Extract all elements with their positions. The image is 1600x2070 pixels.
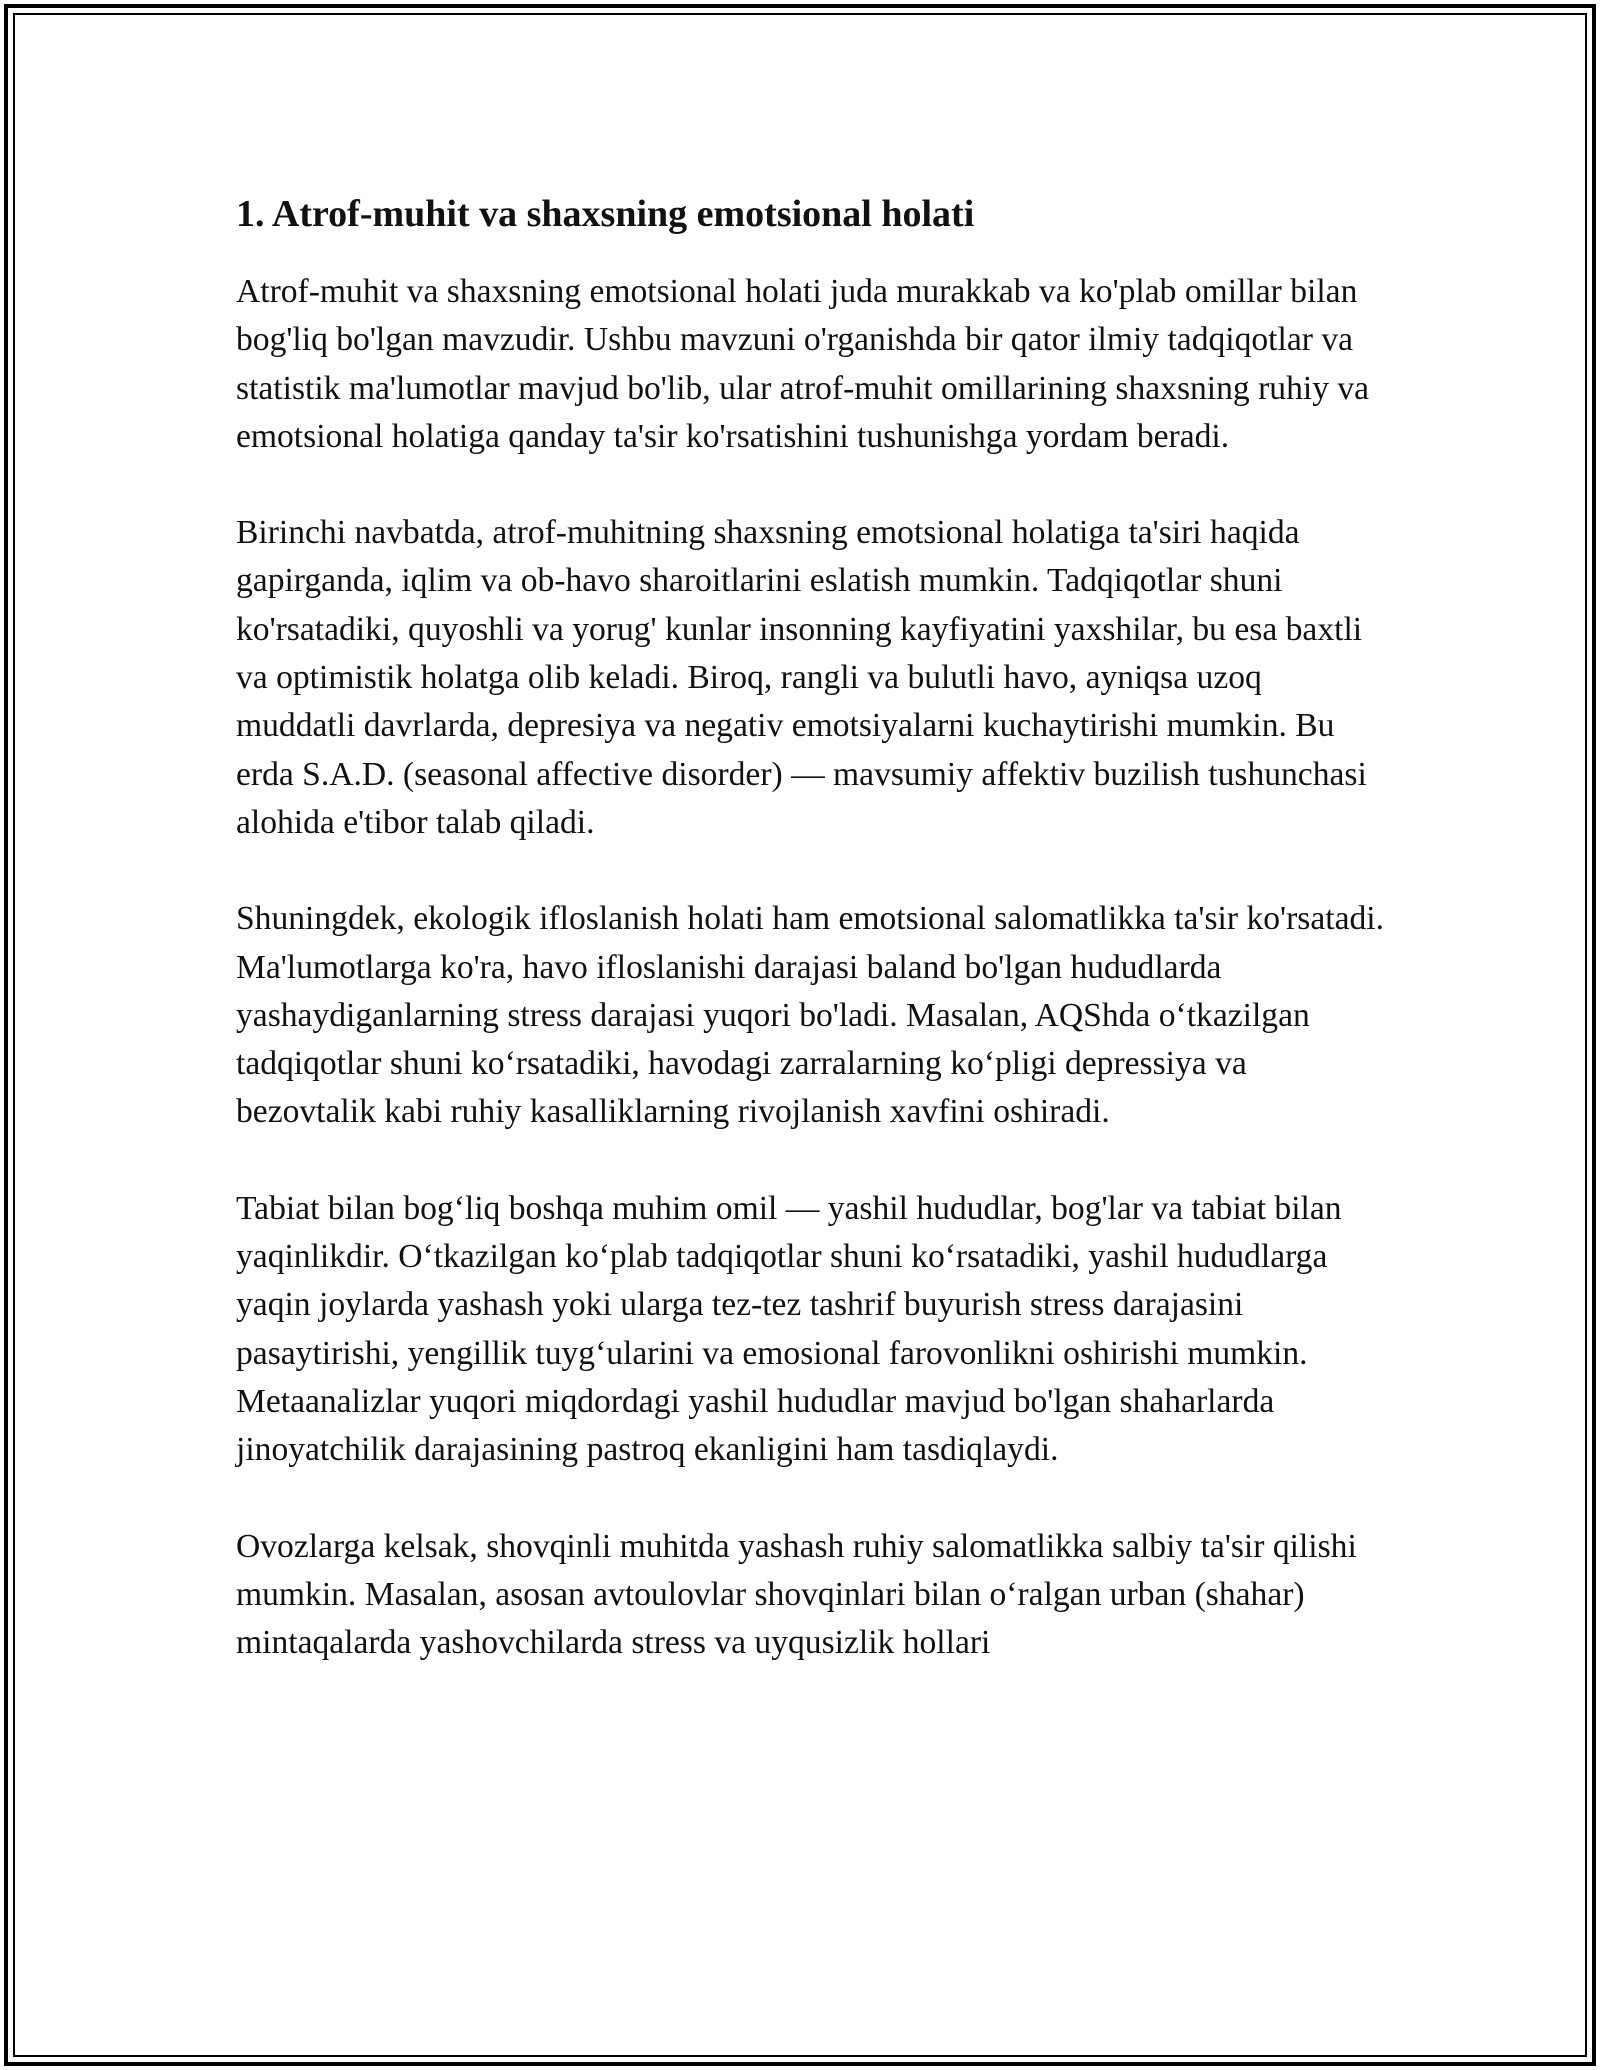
document-body xyxy=(236,188,1386,1715)
section-heading: 1. Atrof-muhit va shaxsning emotsional holati xyxy=(236,193,975,235)
paragraph-pollution: Shuningdek, ekologik ifloslanish holati ham emotsional salomatlikka ta'sir ko'rsatadi. Ma'lumotlarga ko'ra, havo ifloslanishi darajasi baland bo'lgan hududlarda yashaydiganlarning stress darajasi yuqori bo'ladi. Masalan, AQShda o‘tkazilgan tadqiqotlar shuni ko‘rsatadiki, havodagi zarralarning ko‘pligi depressiya va bezovtalik kabi ruhiy kasalliklarning rivojlanish xavfini oshiradi. xyxy=(236,900,1384,1131)
paragraph-intro: Atrof-muhit va shaxsning emotsional holati juda murakkab va ko'plab omillar bilan bog'liq bo'lgan mavzudir. Ushbu mavzuni o'rganishda bir qator ilmiy tadqiqotlar va statistik ma'lumotlar mavjud bo'lib, ular atrof-muhit omillarining shaxsning ruhiy va emotsional holatiga qanday ta'sir ko'rsatishini tushunishga yordam beradi. xyxy=(236,273,1370,455)
paragraph-noise: Ovozlarga kelsak, shovqinli muhitda yashash ruhiy salomatlikka salbiy ta'sir qilishi mumkin. Masalan, asosan avtoulovlar shovqinlari bilan o‘ralgan urban (shahar) mintaqalarda yashovchilarda stress va uyqusizlik hollari xyxy=(236,1527,1357,1662)
paragraph-green-areas: Tabiat bilan bog‘liq boshqa muhim omil — yashil hududlar, bog'lar va tabiat bilan yaqinlikdir. O‘tkazilgan ko‘plab tadqiqotlar shuni ko‘rsatadiki, yashil hududlarga yaqin joylarda yashash yoki ularga tez-tez tashrif buyurish stress darajasini pasaytirishi, yengillik tuyg‘ularini va emosional farovonlikni oshirishi mumkin. Metaanalizlar yuqori miqdordagi yashil hududlar mavjud bo'lgan shaharlarda jinoyatchilik darajasining pastroq ekanligini ham tasdiqlaydi. xyxy=(236,1189,1342,1469)
paragraph-climate: Birinchi navbatda, atrof-muhitning shaxsning emotsional holatiga ta'siri haqida gapirganda, iqlim va ob-havo sharoitlarini eslatish mumkin. Tadqiqotlar shuni ko'rsatadiki, quyoshli va yorug' kunlar insonning kayfiyatini yaxshilar, bu esa baxtli va optimistik holatga olib keladi. Biroq, rangli va bulutli havo, ayniqsa uzoq muddatli davrlarda, depresiya va negativ emotsiyalarni kuchaytirishi mumkin. Bu erda S.A.D. (seasonal affective disorder) — mavsumiy affektiv buzilish tushunchasi alohida e'tibor talab qiladi. xyxy=(236,514,1367,841)
